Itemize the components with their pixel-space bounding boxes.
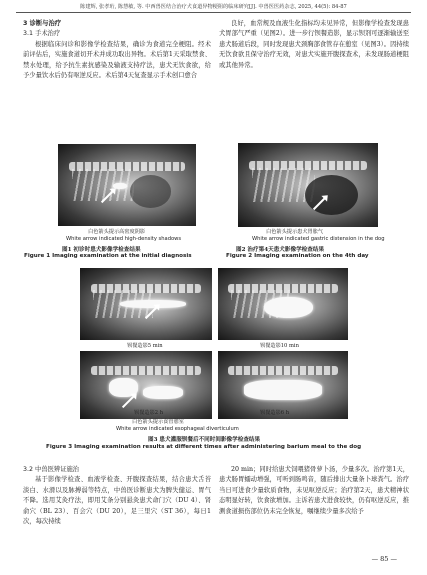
page-number: — 85 —: [371, 555, 397, 563]
right-column-bottom: [219, 465, 409, 517]
figure2-caption-en: Figure 2 Imaging examination on the 4th day: [226, 253, 369, 259]
figure3-panel-5min-label: 钡餐造影5 min: [127, 343, 163, 349]
paragraph-treatment-outcome: 20 min；同时给患犬饲喂猪骨萝卜汤，少量多次。治疗第1天，患犬肠胃蠕动增强，可听到肠鸣音，随后排出大量条卜球粪气。治疗当日可进食少量软质食物，未见呕逆反应；治疗第2天，患犬精神状态明显好转，饮食欲增加。主诉若患犬进食较快，仍有呕逆反应，推测食道损伤部位仍未完全恢复，嘱继续少量多次给予: [219, 466, 409, 515]
figure1-xray-image: [58, 144, 196, 226]
subsection-heading-tcvm: 3.2 中兽医辨证施治: [23, 466, 80, 473]
subsection-heading-surgery: 3.1 手术治疗: [23, 30, 61, 38]
figure3-label-cn: 白色箭头提示食管憩室: [132, 419, 184, 425]
figure1-caption-en: Figure 1 Imaging examination at the initial diagnosis: [24, 253, 192, 259]
figure3-panel-6h-label: 钡餐造影6 h: [260, 410, 290, 416]
right-column-top: [219, 19, 409, 71]
figure3-caption-cn: 图3 患犬灌服钡餐后不同时间影像学检查结果: [148, 437, 261, 443]
figure3-label-en: White arrow indicated esophageal diverticulum: [116, 426, 239, 432]
paragraph-surgery: 根据临床问诊和影像学检查结果，确诊为食道完全梗阻。经术前评估后，实施食道切开术并成功取出异物。术后第1天采取禁食、禁水处理，给予抗生素抗感染及输液支持疗法，患犬无饮食欲，给予少量饮水后仍有呕逆反应。术后第4天复查显示手术创口愈合: [23, 40, 211, 80]
left-column-top: [23, 19, 211, 81]
figure2-xray-image: [238, 143, 378, 227]
figure1-caption-cn: 图1 初诊时患犬影像学检查结果: [62, 247, 141, 253]
figure3-panel-10min-label: 钡餐造影10 min: [260, 343, 299, 349]
figure3-panel-5min: [80, 268, 212, 340]
left-column-bottom: [23, 465, 211, 527]
figure1-label-cn: 白色箭头提示高密度阴影: [88, 229, 146, 235]
figure2-caption-cn: 图2 治疗第4天患犬影像学检查结果: [236, 247, 325, 253]
section-heading: 3 诊断与治疗: [23, 20, 62, 27]
paragraph-tcvm: 基于影像学检查、血液学检查、开腹探查结果，结合患犬舌苔淡白、水滑以及脉搏弱等特点，中兽医诊断患犬为脾失健运、胃气不降。选用艾灸疗法，即用艾条分别悬灸患犬命门穴（DU 4）、肾俞穴（BL 23）、百会穴（DU 20），足三里穴（ST 36），每日1次，每次持续: [23, 476, 211, 526]
figure3-caption-en: Figure 3 Imaging examination results at different times after administering barium meal to the dog: [46, 444, 362, 450]
paragraph-followup: 良好，血常规及血液生化指标均未见异常，但影像学检查发现患犬胃部气严重（见图2）。进一步行钡餐造影，显示钡剂可逐渐输送至患犬肠道后段，同时发现患犬颈胸部食管存在憩室（见图3）。因持续无饮食欲且保守治疗无效，对患犬实施开腹探查术，未发现肠道梗阻或其他异常。: [219, 20, 409, 69]
figure3-panel-10min: [218, 268, 348, 340]
figure3-panel-2h-label: 钡餐造影2 h: [134, 410, 164, 416]
figure2-label-en: White arrow indicated gastric distension in the dog: [252, 236, 385, 242]
figure2-label-cn: 白色箭头提示患犬胃胀气: [266, 229, 324, 235]
running-header: 陈建辉, 张孝珩, 陈慧敏, 等. 中西兽医结合治疗犬食道异物梗阻的临床研究[J]. 中兽医医药杂志, 2025, 44(5): 84-87: [16, 3, 411, 13]
figure1-label-en: White arrow indicated high-density shadows: [66, 236, 182, 242]
